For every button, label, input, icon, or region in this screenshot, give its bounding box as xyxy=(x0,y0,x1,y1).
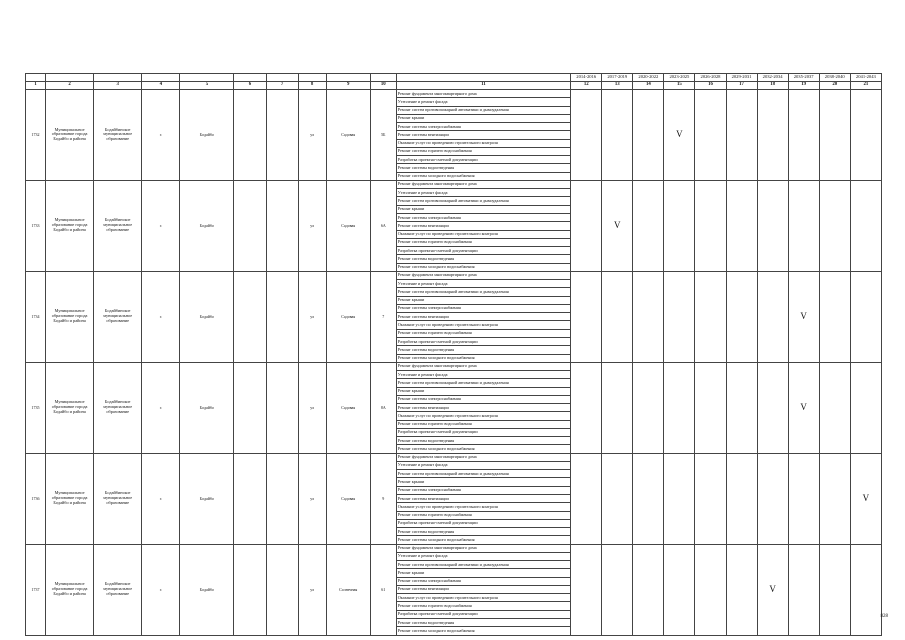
period-cell xyxy=(633,544,664,635)
capital-repair-table xyxy=(25,73,882,636)
period-cell xyxy=(633,453,664,544)
municipality-cell: Муниципальное образование города Бодайбо и района xyxy=(46,544,94,635)
city-cell: Бодайбо xyxy=(180,90,234,181)
period-cell xyxy=(726,180,757,271)
settlement-cell: Бодайбинское муниципальное образование xyxy=(94,90,142,181)
work-type-cell: Ремонт системы вентиляции xyxy=(396,404,570,412)
header-blank-cell xyxy=(298,74,326,82)
work-type-cell: Ремонт системы водоотведения xyxy=(396,619,570,627)
period-cell xyxy=(819,180,850,271)
row-number: 1733 xyxy=(26,180,46,271)
period-cell xyxy=(850,544,881,635)
period-cell xyxy=(850,180,881,271)
period-cell xyxy=(571,180,602,271)
row-number: 1736 xyxy=(26,453,46,544)
row-number: 1735 xyxy=(26,362,46,453)
period-cell xyxy=(633,180,664,271)
street-cell: Садовая xyxy=(326,90,370,181)
header-blank-cell xyxy=(94,74,142,82)
period-cell xyxy=(695,180,726,271)
column-number: 15 xyxy=(664,82,695,90)
year-header: 2017-2019 xyxy=(602,74,633,82)
period-cell xyxy=(726,362,757,453)
work-type-cell: Ремонт системы водоотведения xyxy=(396,346,570,354)
work-type-cell: Ремонт системы холодного водоснабжения xyxy=(396,627,570,635)
work-type-cell: Ремонт системы электроснабжения xyxy=(396,486,570,494)
city-type-cell: г. xyxy=(142,271,180,362)
city-type-cell: г. xyxy=(142,544,180,635)
column-number: 18 xyxy=(757,82,788,90)
period-cell xyxy=(602,271,633,362)
header-blank-cell xyxy=(370,74,396,82)
work-type-cell: Разработка проектно-сметной документации xyxy=(396,519,570,527)
period-cell xyxy=(664,362,695,453)
period-cell xyxy=(726,544,757,635)
work-type-cell: Ремонт системы электроснабжения xyxy=(396,123,570,131)
column-number: 10 xyxy=(370,82,396,90)
period-cell xyxy=(788,180,819,271)
work-type-cell: Ремонт системы вентиляции xyxy=(396,222,570,230)
period-cell xyxy=(602,453,633,544)
column-number: 19 xyxy=(788,82,819,90)
column-number: 3 xyxy=(94,82,142,90)
house-number-cell: 5Б xyxy=(370,90,396,181)
work-type-cell: Ремонт крыши xyxy=(396,296,570,304)
work-type-cell: Ремонт крыши xyxy=(396,478,570,486)
column-number-row xyxy=(26,82,882,90)
period-cell xyxy=(757,90,788,181)
settlement-cell: Бодайбинское муниципальное образование xyxy=(94,362,142,453)
street-type-cell: ул xyxy=(298,362,326,453)
work-type-cell: Ремонт систем противопожарной автоматики и дымоудаления xyxy=(396,106,570,114)
year-header: 2020-2022 xyxy=(633,74,664,82)
column-number: 1 xyxy=(26,82,46,90)
street-cell: Садовая xyxy=(326,271,370,362)
row-number: 1732 xyxy=(26,90,46,181)
year-header: 2035-2037 xyxy=(788,74,819,82)
year-header: 2041-2043 xyxy=(850,74,881,82)
municipality-cell: Муниципальное образование города Бодайбо и района xyxy=(46,453,94,544)
city-type-cell: г. xyxy=(142,180,180,271)
work-type-cell: Ремонт системы горячего водоснабжения xyxy=(396,420,570,428)
work-type-cell: Ремонт фундамента многоквартирного дома xyxy=(396,271,570,279)
period-cell xyxy=(664,271,695,362)
header-blank-cell xyxy=(142,74,180,82)
work-type-cell: Ремонт фундамента многоквартирного дома xyxy=(396,544,570,552)
column-number: 14 xyxy=(633,82,664,90)
work-type-cell: Оказание услуг по проведению строительного контроля xyxy=(396,594,570,602)
table-row xyxy=(26,271,882,279)
empty-cell xyxy=(234,271,266,362)
year-header: 2032-2034 xyxy=(757,74,788,82)
work-type-cell: Ремонт крыши xyxy=(396,114,570,122)
work-type-cell: Ремонт систем противопожарной автоматики и дымоудаления xyxy=(396,197,570,205)
work-type-cell: Утепление и ремонт фасада xyxy=(396,461,570,469)
city-cell: Бодайбо xyxy=(180,453,234,544)
house-number-cell: 61 xyxy=(370,544,396,635)
empty-cell xyxy=(234,180,266,271)
empty-cell xyxy=(234,362,266,453)
row-number: 1737 xyxy=(26,544,46,635)
column-number: 5 xyxy=(180,82,234,90)
period-cell xyxy=(726,271,757,362)
period-cell xyxy=(633,271,664,362)
empty-cell xyxy=(266,453,298,544)
municipality-cell: Муниципальное образование города Бодайбо и района xyxy=(46,362,94,453)
period-cell xyxy=(571,271,602,362)
work-type-cell: Ремонт фундамента многоквартирного дома xyxy=(396,453,570,461)
table-row xyxy=(26,544,882,552)
work-type-cell: Ремонт систем противопожарной автоматики и дымоудаления xyxy=(396,470,570,478)
work-type-cell: Ремонт системы вентиляции xyxy=(396,495,570,503)
year-header: 2023-2025 xyxy=(664,74,695,82)
column-number: 20 xyxy=(819,82,850,90)
city-type-cell: г. xyxy=(142,453,180,544)
period-cell xyxy=(726,90,757,181)
header-blank-cell xyxy=(326,74,370,82)
period-cell xyxy=(695,90,726,181)
column-number: 12 xyxy=(571,82,602,90)
period-mark: V xyxy=(850,453,881,544)
house-number-cell: 6А xyxy=(370,180,396,271)
period-cell xyxy=(788,453,819,544)
work-type-cell: Ремонт системы горячего водоснабжения xyxy=(396,511,570,519)
work-type-cell: Ремонт системы холодного водоснабжения xyxy=(396,445,570,453)
house-number-cell: 7 xyxy=(370,271,396,362)
period-cell xyxy=(664,180,695,271)
year-header: 2014-2016 xyxy=(571,74,602,82)
work-type-cell: Ремонт системы электроснабжения xyxy=(396,304,570,312)
work-type-cell: Ремонт крыши xyxy=(396,387,570,395)
work-type-cell: Ремонт системы холодного водоснабжения xyxy=(396,263,570,271)
empty-cell xyxy=(266,544,298,635)
work-type-cell: Ремонт системы водоотведения xyxy=(396,164,570,172)
city-cell: Бодайбо xyxy=(180,544,234,635)
period-mark: V xyxy=(602,180,633,271)
period-cell xyxy=(819,544,850,635)
year-header: 2026-2028 xyxy=(695,74,726,82)
period-mark: V xyxy=(757,544,788,635)
empty-cell xyxy=(266,271,298,362)
period-cell xyxy=(819,90,850,181)
work-type-cell: Ремонт системы водоотведения xyxy=(396,255,570,263)
house-number-cell: 8А xyxy=(370,362,396,453)
work-type-cell: Ремонт системы вентиляции xyxy=(396,585,570,593)
work-type-cell: Ремонт фундамента многоквартирного дома xyxy=(396,180,570,188)
empty-cell xyxy=(266,180,298,271)
header-blank-cell xyxy=(180,74,234,82)
header-blank-cell xyxy=(26,74,46,82)
table-row xyxy=(26,362,882,370)
period-cell xyxy=(726,453,757,544)
work-type-cell: Оказание услуг по проведению строительного контроля xyxy=(396,139,570,147)
year-header: 2029-2031 xyxy=(726,74,757,82)
period-cell xyxy=(664,544,695,635)
work-type-cell: Утепление и ремонт фасада xyxy=(396,98,570,106)
work-type-cell: Оказание услуг по проведению строительного контроля xyxy=(396,503,570,511)
column-number: 17 xyxy=(726,82,757,90)
table-row xyxy=(26,453,882,461)
work-type-cell: Ремонт системы холодного водоснабжения xyxy=(396,172,570,180)
work-type-cell: Ремонт системы горячего водоснабжения xyxy=(396,238,570,246)
empty-cell xyxy=(266,90,298,181)
city-cell: Бодайбо xyxy=(180,271,234,362)
work-type-cell: Ремонт крыши xyxy=(396,205,570,213)
work-type-cell: Разработка проектно-сметной документации xyxy=(396,156,570,164)
street-type-cell: ул xyxy=(298,544,326,635)
empty-cell xyxy=(234,544,266,635)
empty-cell xyxy=(234,90,266,181)
row-number: 1734 xyxy=(26,271,46,362)
year-header-row xyxy=(26,74,882,82)
work-type-cell: Ремонт системы горячего водоснабжения xyxy=(396,602,570,610)
work-type-cell: Ремонт системы электроснабжения xyxy=(396,213,570,221)
house-number-cell: 9 xyxy=(370,453,396,544)
work-type-cell: Ремонт фундамента многоквартирного дома xyxy=(396,362,570,370)
street-cell: Садовая xyxy=(326,362,370,453)
period-cell xyxy=(602,362,633,453)
period-cell xyxy=(664,453,695,544)
work-type-cell: Ремонт крыши xyxy=(396,569,570,577)
period-cell xyxy=(571,544,602,635)
year-header: 2038-2040 xyxy=(819,74,850,82)
street-type-cell: ул xyxy=(298,180,326,271)
work-type-cell: Ремонт системы водоотведения xyxy=(396,528,570,536)
work-type-cell: Разработка проектно-сметной документации xyxy=(396,337,570,345)
column-number: 11 xyxy=(396,82,570,90)
municipality-cell: Муниципальное образование города Бодайбо и района xyxy=(46,90,94,181)
period-cell xyxy=(571,362,602,453)
work-type-cell: Ремонт системы горячего водоснабжения xyxy=(396,329,570,337)
work-type-cell: Утепление и ремонт фасада xyxy=(396,371,570,379)
street-type-cell: ул xyxy=(298,453,326,544)
municipality-cell: Муниципальное образование города Бодайбо и района xyxy=(46,180,94,271)
period-cell xyxy=(633,90,664,181)
period-cell xyxy=(757,271,788,362)
street-type-cell: ул xyxy=(298,90,326,181)
work-type-cell: Ремонт системы вентиляции xyxy=(396,131,570,139)
period-mark: V xyxy=(788,362,819,453)
header-blank-cell xyxy=(46,74,94,82)
period-mark: V xyxy=(664,90,695,181)
period-cell xyxy=(602,544,633,635)
period-cell xyxy=(695,453,726,544)
settlement-cell: Бодайбинское муниципальное образование xyxy=(94,544,142,635)
period-cell xyxy=(757,453,788,544)
work-type-cell: Утепление и ремонт фасада xyxy=(396,189,570,197)
city-type-cell: г. xyxy=(142,362,180,453)
work-type-cell: Ремонт системы вентиляции xyxy=(396,313,570,321)
city-type-cell: г. xyxy=(142,90,180,181)
header-blank-cell xyxy=(396,74,570,82)
settlement-cell: Бодайбинское муниципальное образование xyxy=(94,271,142,362)
page-number: 828 xyxy=(880,614,888,619)
street-cell: Солнечная xyxy=(326,544,370,635)
work-type-cell: Ремонт системы электроснабжения xyxy=(396,395,570,403)
table-row xyxy=(26,90,882,98)
settlement-cell: Бодайбинское муниципальное образование xyxy=(94,180,142,271)
work-type-cell: Разработка проектно-сметной документации xyxy=(396,247,570,255)
work-type-cell: Ремонт систем противопожарной автоматики и дымоудаления xyxy=(396,561,570,569)
settlement-cell: Бодайбинское муниципальное образование xyxy=(94,453,142,544)
street-type-cell: ул xyxy=(298,271,326,362)
work-type-cell: Разработка проектно-сметной документации xyxy=(396,610,570,618)
period-cell xyxy=(757,362,788,453)
period-cell xyxy=(571,453,602,544)
work-type-cell: Ремонт системы электроснабжения xyxy=(396,577,570,585)
period-cell xyxy=(850,271,881,362)
column-number: 13 xyxy=(602,82,633,90)
period-mark: V xyxy=(788,271,819,362)
work-type-cell: Ремонт системы холодного водоснабжения xyxy=(396,354,570,362)
period-cell xyxy=(819,453,850,544)
work-type-cell: Ремонт фундамента многоквартирного дома xyxy=(396,90,570,98)
work-type-cell: Ремонт системы водоотведения xyxy=(396,437,570,445)
period-cell xyxy=(819,271,850,362)
column-number: 9 xyxy=(326,82,370,90)
work-type-cell: Ремонт систем противопожарной автоматики и дымоудаления xyxy=(396,288,570,296)
period-cell xyxy=(571,90,602,181)
period-cell xyxy=(850,90,881,181)
period-cell xyxy=(850,362,881,453)
city-cell: Бодайбо xyxy=(180,180,234,271)
period-cell xyxy=(819,362,850,453)
street-cell: Садовая xyxy=(326,180,370,271)
work-type-cell: Оказание услуг по проведению строительного контроля xyxy=(396,412,570,420)
column-number: 4 xyxy=(142,82,180,90)
period-cell xyxy=(788,544,819,635)
work-type-cell: Оказание услуг по проведению строительного контроля xyxy=(396,321,570,329)
header-blank-cell xyxy=(234,74,266,82)
work-type-cell: Утепление и ремонт фасада xyxy=(396,280,570,288)
work-type-cell: Утепление и ремонт фасада xyxy=(396,552,570,560)
column-number: 8 xyxy=(298,82,326,90)
column-number: 7 xyxy=(266,82,298,90)
period-cell xyxy=(695,271,726,362)
work-type-cell: Ремонт системы холодного водоснабжения xyxy=(396,536,570,544)
column-number: 6 xyxy=(234,82,266,90)
table-row xyxy=(26,180,882,188)
work-type-cell: Ремонт системы горячего водоснабжения xyxy=(396,147,570,155)
work-type-cell: Разработка проектно-сметной документации xyxy=(396,428,570,436)
municipality-cell: Муниципальное образование города Бодайбо и района xyxy=(46,271,94,362)
street-cell: Садовая xyxy=(326,453,370,544)
city-cell: Бодайбо xyxy=(180,362,234,453)
column-number: 2 xyxy=(46,82,94,90)
work-type-cell: Оказание услуг по проведению строительного контроля xyxy=(396,230,570,238)
column-number: 21 xyxy=(850,82,881,90)
column-number: 16 xyxy=(695,82,726,90)
work-type-cell: Ремонт систем противопожарной автоматики и дымоудаления xyxy=(396,379,570,387)
header-blank-cell xyxy=(266,74,298,82)
empty-cell xyxy=(266,362,298,453)
empty-cell xyxy=(234,453,266,544)
period-cell xyxy=(602,90,633,181)
period-cell xyxy=(633,362,664,453)
period-cell xyxy=(788,90,819,181)
period-cell xyxy=(695,544,726,635)
period-cell xyxy=(695,362,726,453)
period-cell xyxy=(757,180,788,271)
